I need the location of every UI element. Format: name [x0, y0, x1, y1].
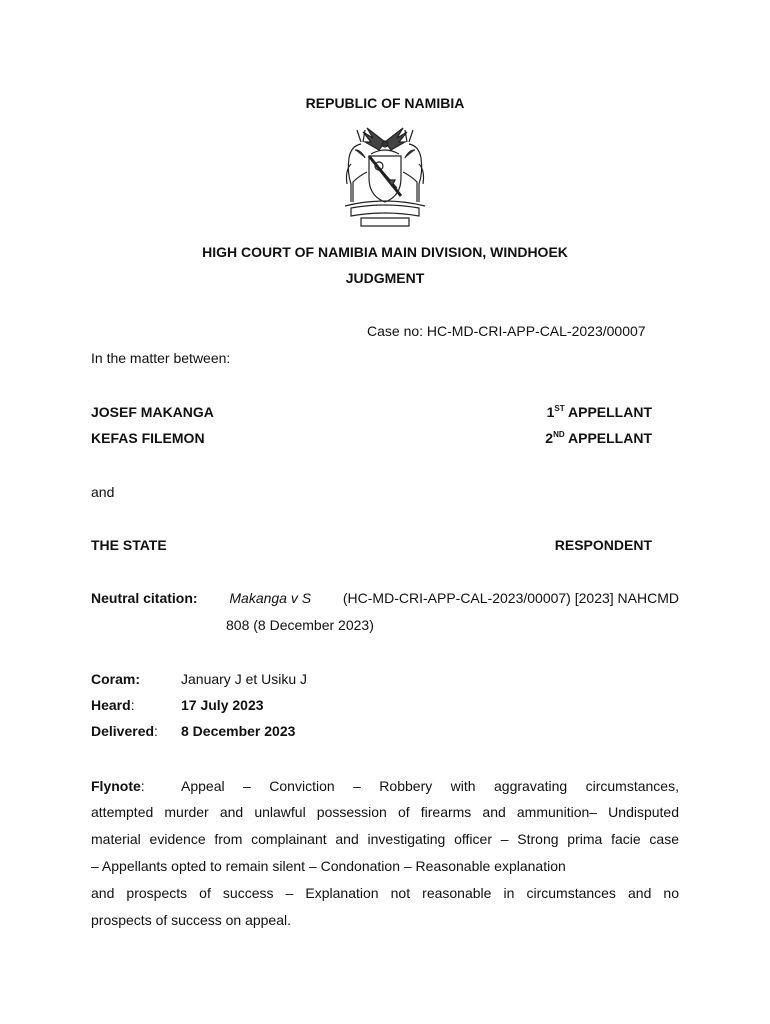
matter-between-label: In the matter between:: [91, 350, 231, 366]
delivered-label-wrap: Delivered:: [91, 723, 158, 739]
republic-heading: REPUBLIC OF NAMIBIA: [305, 95, 465, 111]
flynote-line1: Flynote: Appeal – Conviction – Robbery with aggravating circumstances,: [91, 778, 679, 794]
coram-value: January J et Usiku J: [181, 671, 308, 687]
heard-value: 17 July 2023: [181, 697, 264, 713]
flynote-label-wrap: Flynote:: [91, 778, 145, 794]
flynote-body: attempted murder and unlawful possession of firearms and ammunition– Undisputed material evidence from complainant and investigating officer – Strong prima facie case – Appellants opted to remain silent – Condonation – Reasonable explanation and prospects of success – Explanation not reasonable in circumstances and no prospects of success on appeal.: [91, 804, 679, 928]
delivered-value: 8 December 2023: [181, 723, 296, 739]
neutral-citation-line2: 808 (8 December 2023): [226, 617, 374, 633]
neutral-citation-line1: [91, 590, 679, 606]
heard-label-wrap: Heard:: [91, 697, 135, 713]
and-word: and: [91, 484, 115, 500]
party-1-role: 1ST APPELLANT: [546, 404, 652, 420]
court-heading: HIGH COURT OF NAMIBIA MAIN DIVISION, WINDHOEK: [202, 244, 568, 260]
party-2-name: KEFAS FILEMON: [91, 430, 205, 446]
citation-case-name: Makanga v S: [229, 590, 312, 606]
citation-rest: (HC-MD-CRI-APP-CAL-2023/00007) [2023] NAHCMD: [342, 590, 679, 606]
party-2-role: 2ND APPELLANT: [545, 430, 652, 446]
case-number: Case no: HC-MD-CRI-APP-CAL-2023/00007: [367, 323, 646, 339]
respondent-role: RESPONDENT: [554, 537, 652, 553]
coram-label: Coram:: [91, 671, 141, 687]
coat-of-arms-emblem: [331, 124, 439, 228]
neutral-citation-label: Neutral citation:: [91, 590, 198, 606]
respondent-name: THE STATE: [91, 537, 167, 553]
judgment-heading: JUDGMENT: [345, 270, 425, 286]
party-1-name: JOSEF MAKANGA: [91, 404, 214, 420]
